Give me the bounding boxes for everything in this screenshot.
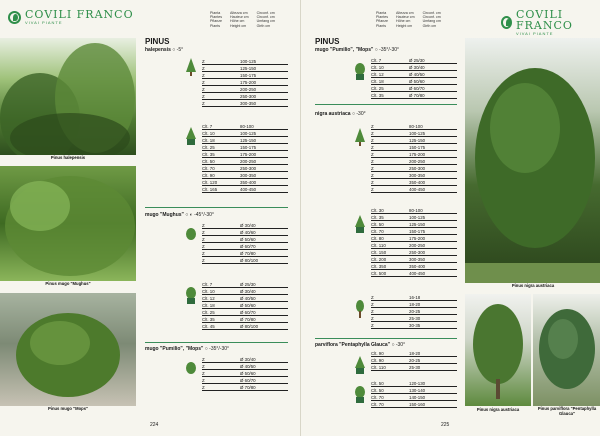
size-range: Ø 60/70 — [240, 310, 256, 315]
leaf-logo-icon — [8, 11, 21, 24]
size-range: 25-30 — [409, 365, 421, 370]
container-size: Z — [371, 166, 374, 171]
size-range: 150-175 — [240, 145, 257, 150]
table-row — [371, 172, 457, 179]
table-row — [371, 57, 457, 64]
photo-pinus-mugo-mughus — [0, 166, 136, 281]
container-size: Z — [202, 80, 205, 85]
container-size: Clt. 25 — [202, 145, 215, 150]
table-row — [202, 86, 288, 93]
size-range: 250-300 — [240, 166, 257, 171]
size-range: 250-300 — [240, 94, 257, 99]
table-row — [202, 100, 288, 107]
table-row — [202, 130, 288, 137]
table-row — [371, 394, 457, 401]
container-size: Clt. 50 — [371, 222, 384, 227]
brand-sub: VIVAI PIANTE — [515, 31, 554, 36]
size-range: Ø 70/80 — [240, 317, 256, 322]
size-range: 175-200 — [409, 236, 426, 241]
size-range: 100-125 — [240, 131, 257, 136]
price-table — [202, 356, 288, 391]
page-number: 224 — [150, 422, 159, 428]
size-range: 200-250 — [240, 87, 257, 92]
container-size: Z — [202, 378, 205, 383]
table-row — [371, 256, 457, 263]
table-row — [202, 384, 288, 391]
container-size: Z — [202, 87, 205, 92]
divider — [315, 338, 457, 339]
divider — [315, 104, 457, 105]
price-table — [371, 294, 457, 329]
size-range: 130-140 — [409, 388, 426, 393]
species-name: parviflora "Pentaphylla Glauca" ○ -30° — [315, 342, 406, 348]
container-size: Z — [202, 251, 205, 256]
size-range: 300-350 — [409, 173, 426, 178]
price-table — [371, 380, 457, 408]
size-range: 300-350 — [240, 173, 257, 178]
container-size: Z — [371, 295, 374, 300]
container-size: Clt. 35 — [202, 317, 215, 322]
container-size: Z — [371, 323, 374, 328]
brand-name: COVILI FRANCO — [25, 8, 134, 21]
size-range: 250-300 — [409, 166, 426, 171]
plant-thumb-icon — [186, 58, 196, 76]
size-range: Ø 50/60 — [240, 371, 256, 376]
size-range: 80-100 — [409, 124, 423, 129]
size-range: 20-25 — [409, 358, 421, 363]
container-size: Z — [371, 180, 374, 185]
price-table — [202, 123, 288, 193]
size-range: Ø 60/70 — [240, 378, 256, 383]
table-row — [202, 302, 288, 309]
brand-name: COVILI FRANCO — [515, 8, 573, 32]
pine-shrub-image — [0, 293, 136, 406]
table-row — [371, 322, 457, 329]
container-size: Z — [202, 59, 205, 64]
table-row — [371, 387, 457, 394]
table-row — [202, 123, 288, 130]
table-row — [202, 65, 288, 72]
table-row — [202, 250, 288, 257]
table-row — [202, 377, 288, 384]
table-row — [202, 158, 288, 165]
container-size: Z — [371, 145, 374, 150]
container-size: Clt. 7 — [371, 58, 382, 63]
divider — [145, 207, 288, 208]
size-range: Ø 70/80 — [240, 385, 256, 390]
container-size: Clt. 35 — [371, 215, 384, 220]
table-row — [371, 85, 457, 92]
table-row — [202, 72, 288, 79]
size-range: Ø 70/80 — [409, 93, 425, 98]
price-table — [202, 222, 288, 264]
container-size: Z — [202, 101, 205, 106]
table-row — [202, 288, 288, 295]
species-name: mugo "Mughus" ○ ◐ -45°/-30° — [145, 212, 214, 218]
table-row — [371, 249, 457, 256]
legend-col: Altezza cm Hauteur cm Höhe cm Height cm — [230, 11, 249, 28]
caption-3: Pinus parviflora "Pentaphylla Glauca" — [537, 406, 597, 416]
table-row — [371, 270, 457, 277]
container-size: Clt. 50 — [371, 388, 384, 393]
table-row — [202, 257, 288, 264]
size-range: Ø 40/50 — [409, 72, 425, 77]
pine-tree-image — [0, 38, 136, 155]
container-size: Z — [202, 385, 205, 390]
size-range: 150-175 — [409, 229, 426, 234]
size-range: Ø 40/60 — [240, 230, 256, 235]
table-row — [371, 294, 457, 301]
bush-thumb-icon — [186, 226, 196, 244]
size-range: Ø 70/80 — [240, 251, 256, 256]
container-size: Clt. 70 — [371, 229, 384, 234]
table-row — [202, 144, 288, 151]
table-row — [371, 130, 457, 137]
caption-2: Pinus nigra austriaca — [476, 407, 520, 412]
size-range: 20-25 — [409, 309, 421, 314]
table-row — [202, 316, 288, 323]
container-size: Clt. 150 — [371, 250, 387, 255]
table-row — [371, 263, 457, 270]
table-row — [371, 301, 457, 308]
column-legend — [210, 11, 275, 28]
container-size: Z — [202, 357, 205, 362]
container-size: Clt. 12 — [371, 72, 384, 77]
container-size: Clt. 80 — [371, 236, 384, 241]
size-range: Ø 25/30 — [240, 282, 256, 287]
right-page — [300, 0, 600, 436]
table-row — [371, 315, 457, 322]
size-range: 400-450 — [409, 271, 426, 276]
size-range: 300-350 — [409, 257, 426, 262]
size-range: 350-400 — [240, 180, 257, 185]
table-row — [202, 151, 288, 158]
size-range: 16-18 — [409, 295, 421, 300]
table-row — [371, 401, 457, 408]
container-size: Clt. 70 — [202, 166, 215, 171]
container-size: Z — [371, 138, 374, 143]
legend-col: Altezza cm Hauteur cm Höhe cm Height cm — [396, 11, 415, 28]
size-range: 30-35 — [409, 323, 421, 328]
price-table — [202, 58, 288, 107]
potted-plant-icon — [355, 215, 365, 233]
table-row — [371, 151, 457, 158]
table-row — [371, 92, 457, 99]
divider — [145, 342, 288, 343]
container-size: Z — [202, 66, 205, 71]
legend-col: Circonf. cm Circonf. cm Umfang cm Girth cm — [422, 11, 441, 28]
container-size: Clt. 10 — [371, 65, 384, 70]
plant-thumb-icon — [355, 128, 365, 146]
container-size: Z — [202, 230, 205, 235]
size-range: Ø 80/100 — [240, 324, 259, 329]
table-row — [202, 229, 288, 236]
table-row — [202, 58, 288, 65]
brand-sub: VIVAI PIANTE — [25, 20, 63, 25]
potted-plant-icon — [186, 127, 196, 145]
table-row — [202, 363, 288, 370]
table-row — [202, 281, 288, 288]
container-size: Clt. 120 — [202, 180, 218, 185]
table-row — [371, 357, 457, 364]
container-size: Clt. 200 — [371, 257, 387, 262]
table-row — [202, 222, 288, 229]
species-name: mugo "Pumilio", "Mops" ○ -35°/-30° — [315, 47, 400, 53]
container-size: Z — [202, 73, 205, 78]
size-range: 175-200 — [240, 152, 257, 157]
size-range: 175-200 — [409, 152, 426, 157]
table-row — [371, 144, 457, 151]
size-range: 200-250 — [240, 159, 257, 164]
size-range: Ø 40/50 — [240, 364, 256, 369]
size-range: Ø 80/100 — [240, 258, 259, 263]
table-row — [371, 380, 457, 387]
table-row — [202, 165, 288, 172]
container-size: Z — [371, 302, 374, 307]
price-table — [371, 57, 457, 99]
container-size: Clt. 18 — [202, 138, 215, 143]
container-size: Z — [371, 124, 374, 129]
table-row — [371, 308, 457, 315]
size-range: 400-450 — [240, 187, 257, 192]
section-title: PINUS — [315, 37, 340, 46]
container-size: Clt. 10 — [202, 289, 215, 294]
size-range: 250-300 — [409, 250, 426, 255]
table-row — [371, 186, 457, 193]
table-row — [202, 93, 288, 100]
table-row — [371, 214, 457, 221]
size-range: 125-150 — [409, 138, 426, 143]
size-range: 125-150 — [240, 66, 257, 71]
size-range: Ø 30/40 — [240, 223, 256, 228]
table-row — [202, 295, 288, 302]
size-range: 200-250 — [409, 243, 426, 248]
container-size: Clt. 25 — [371, 86, 384, 91]
size-range: 100-125 — [240, 59, 257, 64]
table-row — [371, 123, 457, 130]
caption-1: Pinus nigra austriaca — [511, 283, 555, 288]
table-row — [371, 179, 457, 186]
bush-thumb-icon — [186, 360, 196, 378]
column-legend — [376, 11, 441, 28]
photo-pinus-parviflora — [533, 294, 600, 406]
price-table — [371, 207, 457, 277]
potted-bush-icon — [355, 385, 365, 403]
size-range: 175-200 — [240, 80, 257, 85]
potted-bush-icon — [355, 62, 365, 80]
brand-logo — [8, 9, 134, 25]
table-row — [371, 78, 457, 85]
size-range: 150-160 — [409, 402, 426, 407]
size-range: 150-175 — [240, 73, 257, 78]
size-range: Ø 50/60 — [240, 237, 256, 242]
container-size: Clt. 110 — [371, 365, 386, 370]
size-range: 25-30 — [409, 316, 421, 321]
container-size: Z — [371, 187, 374, 192]
size-range: 100-125 — [409, 131, 426, 136]
table-row — [371, 228, 457, 235]
size-range: 18-20 — [409, 351, 421, 356]
container-size: Clt. 45 — [202, 324, 215, 329]
size-range: Ø 30/40 — [409, 65, 425, 70]
size-range: 80-100 — [409, 208, 423, 213]
brand-logo — [501, 9, 600, 36]
container-size: Clt. 10 — [202, 131, 215, 136]
table-row — [202, 79, 288, 86]
size-range: Ø 60/70 — [409, 86, 425, 91]
tree-thumb-icon — [355, 300, 365, 318]
table-row — [371, 158, 457, 165]
size-range: 120-130 — [409, 381, 426, 386]
table-row — [202, 243, 288, 250]
legend-col: Pianta Plantes Pflanze Plants — [376, 11, 388, 28]
container-size: Z — [202, 244, 205, 249]
size-range: 200-250 — [409, 159, 426, 164]
potted-bush-icon — [186, 286, 196, 304]
size-range: Ø 50/60 — [409, 79, 425, 84]
container-size: Z — [371, 152, 374, 157]
table-row — [202, 323, 288, 330]
size-range: 140-150 — [409, 395, 426, 400]
container-size: Z — [371, 131, 374, 136]
container-size: Z — [202, 258, 205, 263]
container-size: Clt. 30 — [371, 208, 384, 213]
container-size: Clt. 165 — [202, 187, 218, 192]
potted-plant-icon — [355, 356, 365, 374]
price-table — [202, 281, 288, 330]
caption-2: Pinus mugo "Mughus" — [45, 281, 91, 286]
container-size: Z — [202, 371, 205, 376]
container-size: Clt. 90 — [371, 358, 384, 363]
container-size: Clt. 35 — [371, 93, 384, 98]
photo-pinus-nigra-austriaca-2 — [465, 294, 531, 406]
photo-pinus-mugo-mops — [0, 293, 136, 406]
table-row — [202, 179, 288, 186]
size-range: 350-400 — [409, 264, 426, 269]
table-row — [202, 172, 288, 179]
table-row — [371, 137, 457, 144]
size-range: 18-20 — [409, 302, 421, 307]
container-size: Clt. 90 — [202, 173, 215, 178]
pine-tree-image — [465, 38, 600, 283]
table-row — [371, 64, 457, 71]
container-size: Clt. 18 — [202, 303, 215, 308]
table-row — [202, 186, 288, 193]
container-size: Z — [371, 159, 374, 164]
container-size: Z — [371, 309, 374, 314]
table-row — [371, 221, 457, 228]
container-size: Clt. 25 — [202, 310, 215, 315]
size-range: Ø 50/60 — [240, 303, 256, 308]
container-size: Clt. 110 — [371, 243, 386, 248]
table-row — [202, 370, 288, 377]
container-size: Clt. 70 — [371, 395, 384, 400]
table-row — [202, 137, 288, 144]
legend-col: Pianta Plantes Pflanze Plants — [210, 11, 222, 28]
size-range: 125-150 — [409, 222, 426, 227]
container-size: Clt. 18 — [371, 79, 384, 84]
container-size: Clt. 50 — [371, 381, 384, 386]
pine-tree-image — [533, 294, 600, 406]
size-range: Ø 30/40 — [240, 357, 256, 362]
container-size: Z — [371, 173, 374, 178]
table-row — [202, 356, 288, 363]
legend-col: Circonf. cm Circonf. cm Umfang cm Girth cm — [256, 11, 275, 28]
size-range: 150-175 — [409, 145, 426, 150]
container-size: Clt. 50 — [202, 159, 215, 164]
container-size: Z — [202, 223, 205, 228]
table-row — [371, 364, 457, 371]
container-size: Clt. 90 — [371, 351, 384, 356]
size-range: Ø 40/50 — [240, 296, 256, 301]
species-name: mugo "Pumilio", "Mops" ○ -35°/-30° — [145, 346, 230, 352]
container-size: Clt. 35 — [202, 152, 215, 157]
size-range: 125-150 — [240, 138, 257, 143]
photo-pinus-nigra-austriaca — [465, 38, 600, 283]
container-size: Clt. 7 — [202, 124, 213, 129]
species-name: nigra austriaca ○ -30° — [315, 111, 366, 117]
size-range: 350-400 — [409, 180, 426, 185]
container-size: Clt. 7 — [202, 282, 213, 287]
container-size: Clt. 500 — [371, 271, 387, 276]
container-size: Clt. 12 — [202, 296, 215, 301]
size-range: 80-100 — [240, 124, 254, 129]
container-size: Z — [202, 237, 205, 242]
size-range: Ø 60/70 — [240, 244, 256, 249]
container-size: Z — [202, 364, 205, 369]
pine-bush-image — [0, 166, 136, 281]
caption-1: Pinus halepensis — [50, 155, 86, 160]
size-range: 400-450 — [409, 187, 426, 192]
pine-tree-image — [465, 294, 531, 406]
size-range: 300-350 — [240, 101, 257, 106]
table-row — [371, 71, 457, 78]
size-range: Ø 30/40 — [240, 289, 256, 294]
table-row — [202, 309, 288, 316]
photo-pinus-halepensis — [0, 38, 136, 155]
table-row — [202, 236, 288, 243]
container-size: Z — [371, 316, 374, 321]
table-row — [371, 242, 457, 249]
size-range: Ø 25/30 — [409, 58, 425, 63]
table-row — [371, 350, 457, 357]
container-size: Clt. 350 — [371, 264, 387, 269]
section-title: PINUS — [145, 37, 170, 46]
container-size: Z — [202, 94, 205, 99]
size-range: 100-125 — [409, 215, 426, 220]
table-row — [371, 207, 457, 214]
price-table — [371, 350, 457, 371]
table-row — [371, 165, 457, 172]
species-name: halepensis ○ -5° — [145, 47, 184, 53]
caption-3: Pinus mugo "Mops" — [47, 406, 89, 411]
table-row — [371, 235, 457, 242]
leaf-logo-icon — [501, 16, 512, 29]
page-number: 225 — [441, 422, 450, 428]
container-size: Clt. 70 — [371, 402, 384, 407]
price-table — [371, 123, 457, 193]
